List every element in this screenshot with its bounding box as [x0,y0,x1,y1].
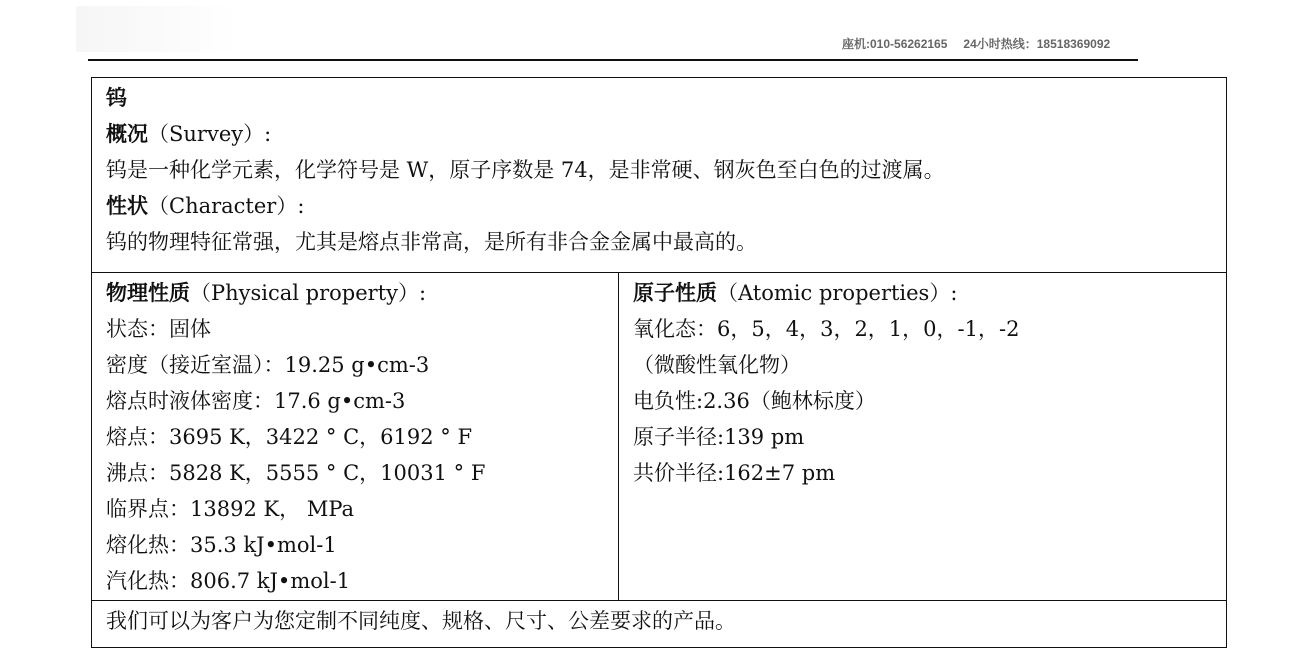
footer-cell [92,601,1227,648]
company-logo [76,6,238,52]
atomic-oxidation-states: 氧化态：6，5，4，3，2，1，0，-1，-2 [633,317,1020,341]
atomic-electronegativity: 电负性:2.36（鲍林标度） [633,389,876,413]
physical-state: 状态：固体 [106,317,211,341]
physical-melting-point: 熔点：3695 K，3422 ° C，6192 ° F [106,425,473,449]
character-heading: 性状 [106,193,148,218]
physical-boiling-point: 沸点：5828 K，5555 ° C，10031 ° F [106,461,486,485]
character-text: 钨的物理特征常强，尤其是熔点非常高，是所有非合金金属中最高的。 [106,230,757,254]
atomic-heading: 原子性质 [633,280,717,305]
atomic-properties-cell [619,273,1227,601]
atomic-covalent-radius: 共价半径:162±7 pm [633,461,836,485]
physical-heading-en: （Physical property）: [190,281,427,305]
physical-heat-of-fusion: 熔化热：35.3 kJ•mol-1 [106,533,337,557]
properties-row [92,273,1227,601]
customization-note: 我们可以为客户为您定制不同纯度、规格、尺寸、公差要求的产品。 [106,609,736,633]
physical-critical-point: 临界点：13892 K， MPa [106,497,355,521]
survey-text: 钨是一种化学元素，化学符号是 W，原子序数是 74，是非常硬、钢灰色至白色的过渡属。 [106,158,945,182]
physical-heading: 物理性质 [106,280,190,305]
product-spec-table [91,77,1227,648]
survey-heading: 概况 [106,121,148,146]
atomic-heading-line [633,275,1226,311]
overview-cell [92,78,1227,273]
survey-heading-en: （Survey）: [148,122,272,146]
header-divider [88,59,1138,61]
footer-row [92,601,1227,648]
atomic-heading-en: （Atomic properties）: [717,281,958,305]
physical-properties-cell [92,273,619,601]
element-name: 钨 [106,85,127,110]
physical-liquid-density: 熔点时液体密度：17.6 g•cm-3 [106,389,406,413]
atomic-radius: 原子半径:139 pm [633,425,805,449]
atomic-oxide-note: （微酸性氧化物） [633,353,801,377]
physical-heading-line [106,275,618,311]
physical-density: 密度（接近室温）：19.25 g•cm-3 [106,353,430,377]
landline-number: 座机:010-56262165 [842,37,948,51]
physical-heat-of-vaporization: 汽化热：806.7 kJ•mol-1 [106,569,351,593]
contact-info [842,35,1110,52]
overview-row [92,78,1227,273]
survey-heading-line [106,116,1226,152]
character-heading-en: （Character）: [148,194,305,218]
hotline-number: 24小时热线：18518369092 [963,37,1111,51]
character-heading-line [106,188,1226,224]
